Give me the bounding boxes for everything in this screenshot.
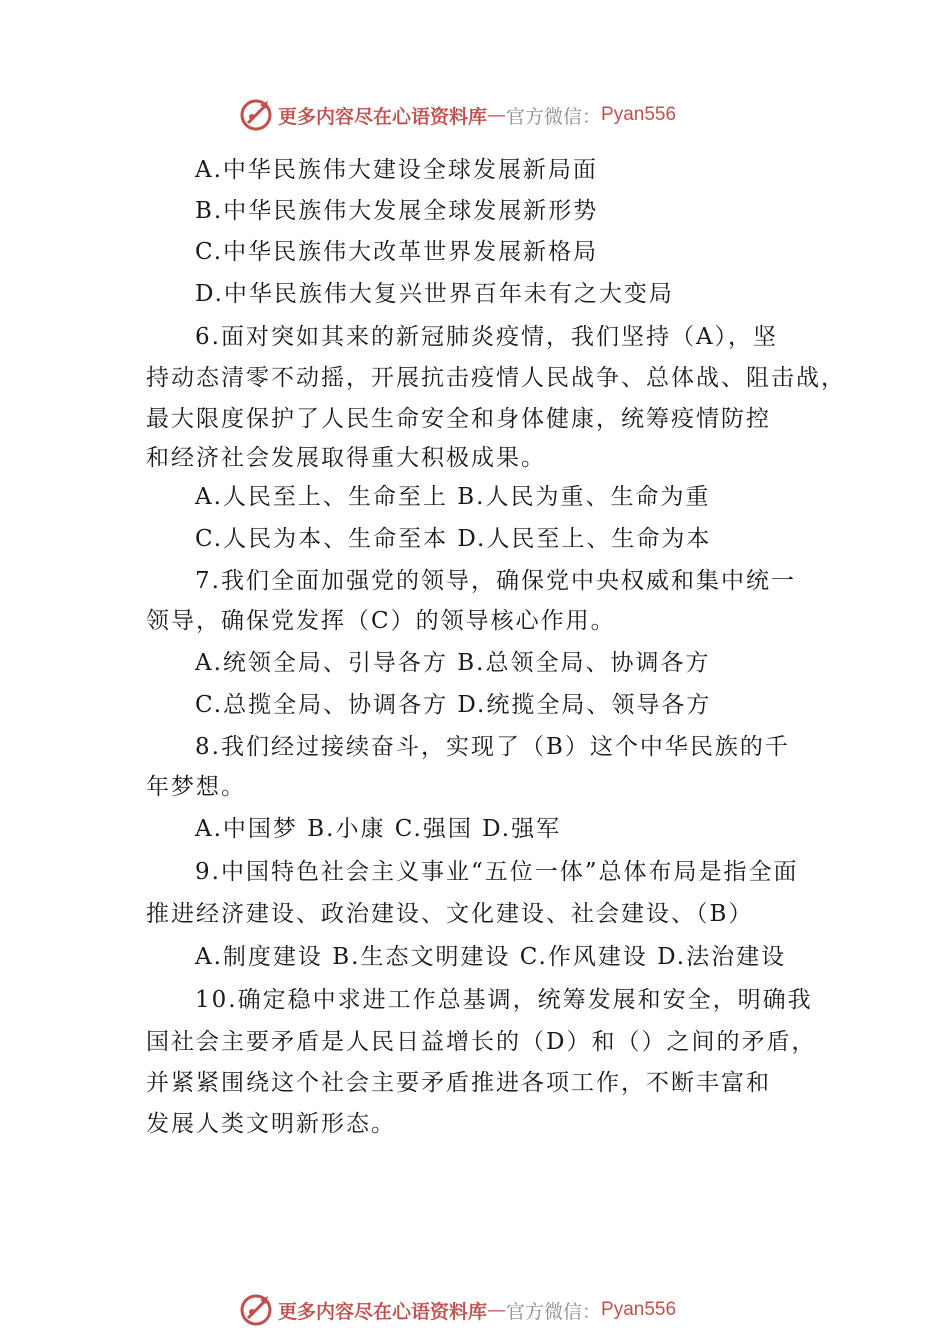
text-line: 持动态清零不动摇，开展抗击疫情人民战争、总体战、阻击战， [146,365,846,391]
text-line: 10.确定稳中求进工作总基调，统筹发展和安全，明确我 [195,987,813,1013]
text-line: A.中国梦 B.小康 C.强国 D.强军 [195,816,562,842]
text-line: 最大限度保护了人民生命安全和身体健康，统筹疫情防控 [146,406,771,432]
footer-watermark [0,1290,950,1330]
text-line: C.人民为本、生命至本 D.人民至上、生命为本 [195,526,712,552]
text-line: 发展人类文明新形态。 [146,1111,396,1137]
watermark-separator: — [487,104,507,126]
text-line: D.中华民族伟大复兴世界百年未有之大变局 [195,281,674,307]
text-line: A.人民至上、生命至上 B.人民为重、生命为重 [195,484,711,510]
watermark-wechat-id: Pyan556 [601,1299,677,1320]
text-line: A.制度建设 B.生态文明建设 C.作风建设 D.法治建设 [195,944,787,970]
brand-logo-icon [238,1292,274,1328]
text-line: 并紧紧围绕这个社会主要矛盾推进各项工作，不断丰富和 [146,1070,771,1096]
text-line: 领导，确保党发挥（C）的领导核心作用。 [146,608,616,634]
text-line: 年梦想。 [146,774,246,800]
text-line: B.中华民族伟大发展全球发展新形势 [195,198,599,224]
text-line: 和经济社会发展取得重大积极成果。 [146,445,546,471]
text-line: C.总揽全局、协调各方 D.统揽全局、领导各方 [195,692,712,718]
watermark-brand: 更多内容尽在心语资料库 [278,1300,488,1323]
header-watermark [0,95,950,135]
text-line: 9.中国特色社会主义事业“五位一体”总体布局是指全面 [195,859,799,885]
text-line: 国社会主要矛盾是人民日益增长的（D）和（）之间的矛盾， [146,1029,817,1055]
text-line: C.中华民族伟大改革世界发展新格局 [195,239,599,265]
text-line: 7.我们全面加强党的领导，确保党中央权威和集中统一 [195,568,796,594]
text-line: 6.面对突如其来的新冠肺炎疫情，我们坚持（A），坚 [195,324,779,350]
text-line: A.统领全局、引导各方 B.总领全局、协调各方 [195,650,711,676]
watermark-brand: 更多内容尽在心语资料库 [278,105,488,128]
watermark-label: 官方微信： [506,1300,602,1323]
brand-logo-icon [238,97,274,133]
text-line: A.中华民族伟大建设全球发展新局面 [195,157,598,183]
watermark-label: 官方微信： [506,105,602,128]
watermark-wechat-id: Pyan556 [601,104,677,125]
watermark-separator: — [487,1299,507,1321]
text-line: 8.我们经过接续奋斗，实现了（B）这个中华民族的千 [195,734,790,760]
text-line: 推进经济建设、政治建设、文化建设、社会建设、（B） [146,901,754,927]
